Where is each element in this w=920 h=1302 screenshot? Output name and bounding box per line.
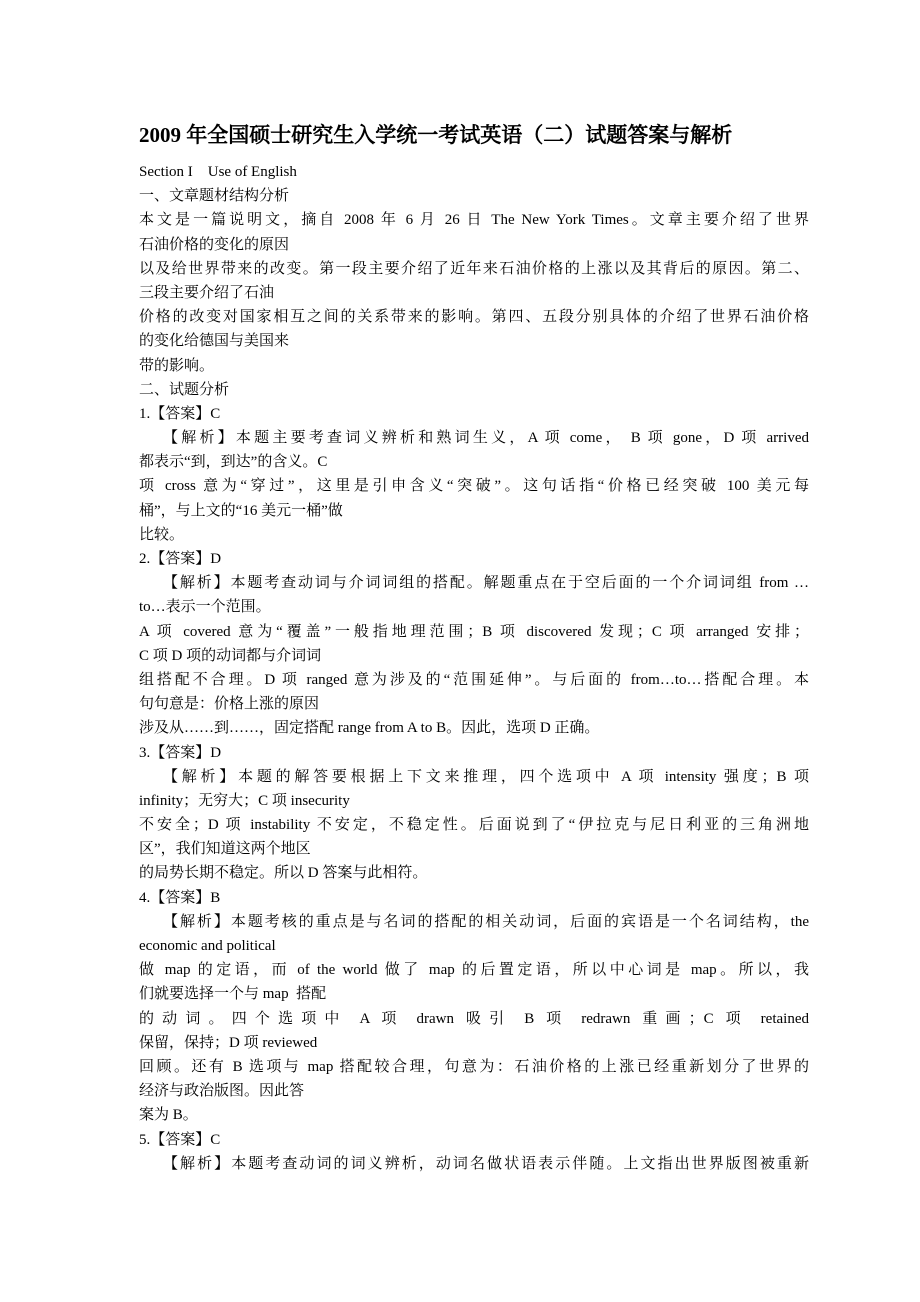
question-5-answer: 5.【答案】C bbox=[139, 1131, 221, 1148]
document-title: 2009 年全国硕士研究生入学统一考试英语（二）试题答案与解析 bbox=[139, 123, 733, 147]
text-line: 以及给世界带来的改变。第一段主要介绍了近年来石油价格的上涨以及其背后的原因。第二、 bbox=[139, 260, 809, 277]
section-heading: Section I Use of English bbox=[139, 164, 297, 180]
text-line: 案为 B。 bbox=[139, 1107, 198, 1124]
text-line: 【解析】本题考核的重点是与名词的搭配的相关动词，后面的宾语是一个名词结构，the bbox=[163, 913, 809, 930]
text-line: 项 cross 意为“穿过”，这里是引申含义“突破”。这句话指“价格已经突破 100 美元每 bbox=[139, 478, 809, 495]
text-line: 做 map 的定语，而 of the world 做了 map 的后置定语，所以中心词是 map。所以，我 bbox=[139, 962, 809, 979]
text-line: economic and political bbox=[139, 938, 276, 954]
text-line: 【解析】本题的解答要根据上下文来推理，四个选项中 A 项 intensity 强度；B 项 bbox=[163, 768, 809, 785]
part1-heading: 一、文章题材结构分析 bbox=[139, 188, 290, 205]
question-1-answer: 1.【答案】C bbox=[139, 405, 221, 422]
text-line: 们就要选择一个与 map 搭配 bbox=[139, 986, 327, 1003]
text-line: 【解析】本题考查动词的词义辨析，动词名做状语表示伴随。上文指出世界版图被重新 bbox=[163, 1155, 809, 1172]
text-line: 价格的改变对国家相互之间的关系带来的影响。第四、五段分别具体的介绍了世界石油价格 bbox=[139, 309, 809, 326]
text-line: 的局势长期不稳定。所以 D 答案与此相符。 bbox=[139, 865, 428, 882]
part2-heading: 二、试题分析 bbox=[139, 381, 230, 398]
question-2-answer: 2.【答案】D bbox=[139, 551, 222, 567]
text-line: 句句意是：价格上涨的原因 bbox=[139, 696, 320, 713]
text-line: 区”，我们知道这两个地区 bbox=[139, 841, 311, 858]
text-line: 都表示“到，到达”的含义。C bbox=[139, 454, 328, 471]
text-line: to…表示一个范围。 bbox=[139, 599, 271, 616]
text-line: A 项 covered 意为“覆盖”一般指地理范围；B 项 discovered 发现；C 项 arranged 安排； bbox=[139, 623, 809, 640]
text-line: 的变化给德国与美国来 bbox=[139, 333, 290, 350]
text-line: 不安全；D 项 instability 不安定，不稳定性。后面说到了“伊拉克与尼日利亚的三角洲地 bbox=[139, 817, 809, 834]
text-line: 本文是一篇说明文，摘自 2008 年 6 月 26 日 The New York Times。文章主要介绍了世界 bbox=[139, 212, 809, 229]
text-line: 回顾。还有 B 选项与 map 搭配较合理，句意为：石油价格的上涨已经重新划分了世界的 bbox=[139, 1058, 809, 1075]
text-line: 经济与政治版图。因此答 bbox=[139, 1083, 305, 1100]
text-line: 三段主要介绍了石油 bbox=[139, 284, 275, 301]
text-line: 带的影响。 bbox=[139, 357, 215, 374]
text-line: C 项 D 项的动词都与介词词 bbox=[139, 647, 322, 664]
text-line: 【解析】本题考查动词与介词词组的搭配。解题重点在于空后面的一个介词词组 from … bbox=[163, 575, 809, 592]
text-line: 石油价格的变化的原因 bbox=[139, 236, 290, 253]
text-line: 比较。 bbox=[139, 526, 185, 543]
document-body bbox=[139, 160, 809, 1176]
text-line: 桶”，与上文的“16 美元一桶”做 bbox=[139, 502, 343, 519]
text-line: infinity；无穷大；C 项 insecurity bbox=[139, 792, 350, 809]
question-4-answer: 4.【答案】B bbox=[139, 889, 221, 906]
text-line: 组搭配不合理。D 项 ranged 意为涉及的“范围延伸”。与后面的 from…to…搭配合理。本 bbox=[139, 671, 809, 688]
text-line: 保留，保持；D 项 reviewed bbox=[139, 1034, 318, 1051]
question-3-answer: 3.【答案】D bbox=[139, 744, 222, 761]
text-line: 【解析】本题主要考查词义辨析和熟词生义，A 项 come， B 项 gone，D 项 arrived bbox=[163, 430, 809, 447]
text-line: 涉及从……到……，固定搭配 range from A to B。因此，选项 D 正确。 bbox=[139, 720, 600, 737]
text-line: 的动词。四个选项中 A 项 drawn 吸引 B 项 redrawn 重画；C 项 retained bbox=[139, 1010, 809, 1027]
